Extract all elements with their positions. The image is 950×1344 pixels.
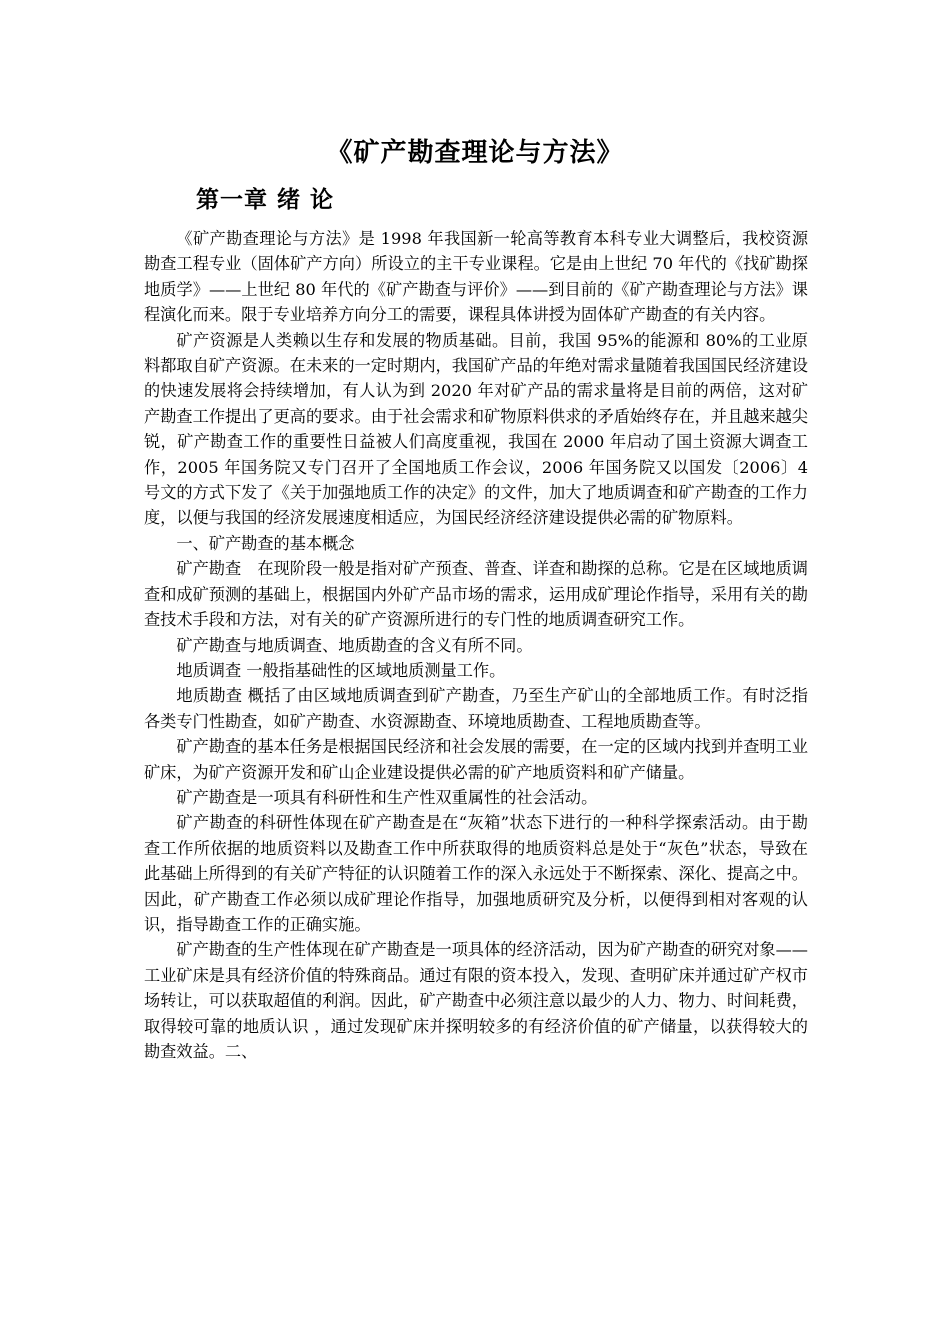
paragraph-term-difference: 矿产勘查与地质调查、地质勘查的含义有所不同。 [176, 635, 533, 655]
section-heading-basic-concepts: 一、矿产勘查的基本概念 [176, 533, 355, 553]
document-title: 《矿产勘查理论与方法》 [326, 138, 624, 168]
paragraph-dual-attributes: 矿产勘查是一项具有科研性和生产性双重属性的社会活动。 [176, 787, 598, 807]
chapter-heading: 第一章 绪 论 [196, 186, 335, 213]
document-body [144, 226, 808, 1064]
paragraph-basic-task: 矿产勘查的基本任务是根据国民经济和社会发展的需要，在一定的区域内找到并查明工业矿床，为矿产资源开发和矿山企业建设提供必需的矿产地质资料和矿产储量。 [144, 737, 808, 782]
paragraph-research-nature: 矿产勘查的科研性体现在矿产勘查是在“灰箱”状态下进行的一种科学探索活动。由于勘查工作所依据的地质资料以及勘查工作中所获取得的地质资料总是处于“灰色”状态，导致在此基础上所得到的有关矿产特征的认识随着工作的深入永远处于不断探索、深化、提高之中。因此，矿产勘查工作必须以成矿理论作指导，加强地质研究及分析，以便得到相对客观的认识，指导勘查工作的正确实施。 [144, 813, 808, 934]
paragraph-definition-geological-exploration: 地质勘查 概括了由区域地质调查到矿产勘查，乃至生产矿山的全部地质工作。有时泛指各类专门性勘查，如矿产勘查、水资源勘查、环境地质勘查、工程地质勘查等。 [144, 686, 808, 731]
paragraph-definition-mineral-exploration: 矿产勘查 在现阶段一般是指对矿产预查、普查、详查和勘探的总称。它是在区域地质调查和成矿预测的基础上，根据国内外矿产品市场的需求，运用成矿理论作指导，采用有关的勘查技术手段和方法，对有关的矿产资源所进行的专门性的地质调查研究工作。 [144, 559, 808, 630]
paragraph-course-intro: 《矿产勘查理论与方法》是 1998 年我国新一轮高等教育本科专业大调整后，我校资源勘查工程专业（固体矿产方向）所设立的主干专业课程。它是由上世纪 70 年代的《找矿勘探地质学》——上世纪 80 年代的《矿产勘查与评价》——到目前的《矿产勘查理论与方法》课程演化而来。限于专业培养方向分工的需要，课程具体讲授为固体矿产勘查的有关内容。 [144, 229, 808, 325]
paragraph-production-nature: 矿产勘查的生产性体现在矿产勘查是一项具体的经济活动，因为矿产勘查的研究对象——工业矿床是具有经济价值的特殊商品。通过有限的资本投入，发现、查明矿床并通过矿产权市场转让，可以获取超值的利润。因此，矿产勘查中必须注意以最少的人力、物力、时间耗费，取得较可靠的地质认识 ，通过发现矿床并探明较多的有经济价值的矿产储量，以获得较大的勘查效益。二、 [144, 940, 808, 1061]
paragraph-definition-geological-survey: 地质调查 一般指基础性的区域地质测量工作。 [176, 660, 506, 680]
paragraph-mineral-resources: 矿产资源是人类赖以生存和发展的物质基础。目前，我国 95%的能源和 80%的工业原料都取自矿产资源。在未来的一定时期内，我国矿产品的年绝对需求量随着我国国民经济建设的快速发展将会持续增加，有人认为到 2020 年对矿产品的需求量将是目前的两倍，这对矿产勘查工作提出了更高的要求。由于社会需求和矿物原料供求的矛盾始终存在，并且越来越尖锐，矿产勘查工作的重要性日益被人们高度重视，我国在 2000 年启动了国土资源大调查工作，2005 年国务院又专门召开了全国地质工作会议，2006 年国务院又以国发〔2006〕4 号文的方式下发了《关于加强地质工作的决定》的文件，加大了地质调查和矿产勘查的工作力度，以便与我国的经济发展速度相适应，为国民经济经济建设提供必需的矿物原料。 [144, 330, 808, 528]
